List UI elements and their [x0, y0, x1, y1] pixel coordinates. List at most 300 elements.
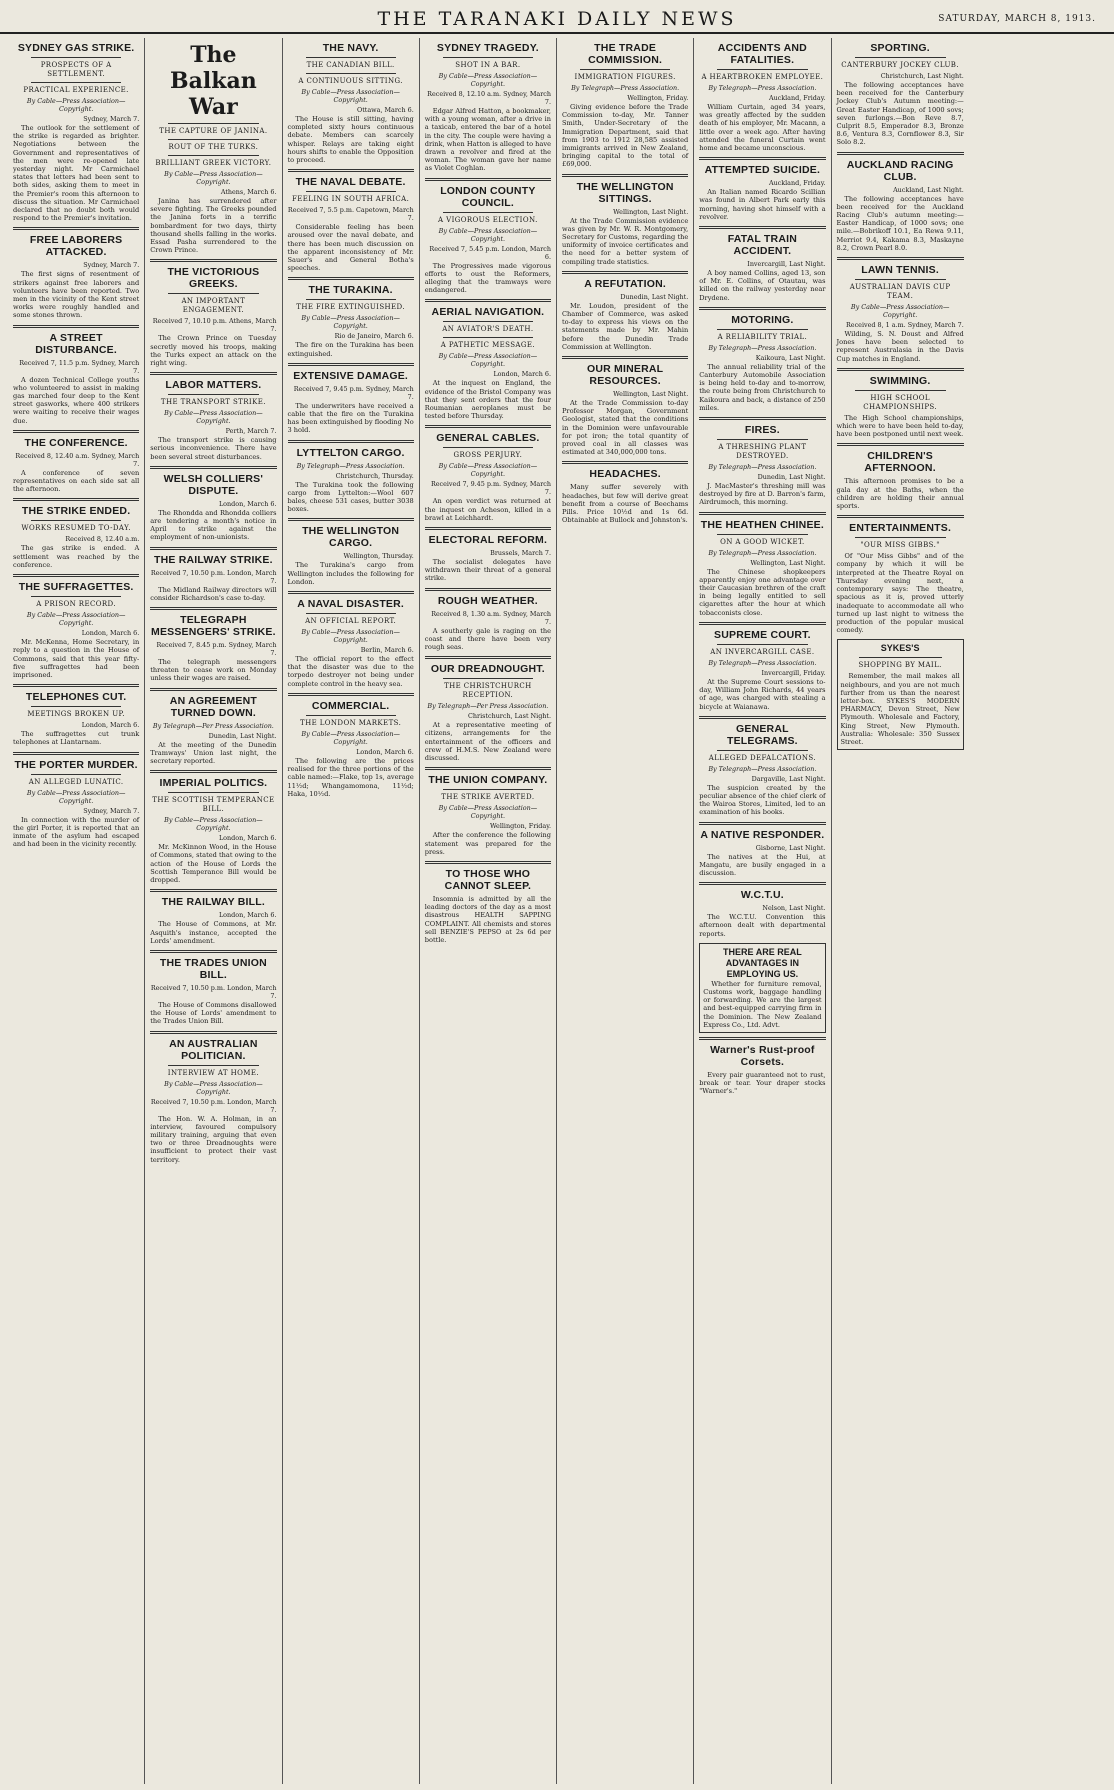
section-rule	[425, 767, 551, 770]
article-body: After the conference the following statement was prepared for the press.	[424, 831, 551, 856]
subhead-rule	[306, 715, 396, 716]
article-dateline: Dargaville, Last Night.	[751, 774, 826, 783]
article-agency: By Cable—Press Association—Copyright.	[438, 804, 538, 821]
section-rule	[13, 684, 139, 687]
article	[699, 417, 825, 507]
article-body: The High School championships, which were to have been held to-day, have been postponed until next week.	[836, 413, 964, 439]
article-agency: By Cable—Press Association—Copyright.	[164, 409, 263, 426]
article-dateline: Berlin, March 6.	[360, 646, 414, 655]
article-subheading: ROUT OF THE TURKS.	[168, 143, 259, 151]
article	[562, 174, 688, 266]
section-rule	[699, 622, 825, 625]
section-rule	[150, 950, 276, 953]
section-rule	[837, 152, 964, 155]
article-agency: By Cable—Press Association—Copyright.	[301, 88, 400, 104]
article-agency: By Telegraph—Press Association.	[571, 84, 680, 92]
article-agency: By Cable—Press Association—Copyright.	[438, 352, 538, 369]
subhead-rule	[306, 299, 396, 300]
subhead-rule	[717, 750, 807, 751]
subhead-rule	[855, 537, 946, 538]
article-agency: By Telegraph—Press Association.	[708, 84, 817, 92]
article-body: William Curtain, aged 34 years, was greatly affected by the sudden death of his employer, Mr. Macann, a little over a week ago. After having attended the funeral Curtain went home and became unconscious.	[699, 103, 826, 153]
article-dateline: Invercargill, Friday.	[761, 668, 826, 677]
article-headline: THERE ARE REAL ADVANTAGES IN EMPLOYING US.	[723, 946, 802, 979]
article-dateline: Ottawa, March 6.	[356, 106, 414, 114]
column-4	[420, 38, 557, 1784]
article-body: Whether for furniture removal, Customs work, baggage handling or forwarding. We are the largest and best-equipped carrying firm in the Dominion. The New Zealand Express Co., Ltd. Advt.	[703, 979, 822, 1029]
subhead-rule	[717, 534, 807, 535]
article-dateline: Received 8, 12.40 a.m.	[65, 535, 140, 544]
section-rule	[13, 227, 139, 230]
subhead-rule	[306, 191, 396, 192]
section-rule	[288, 518, 414, 521]
article-dateline: Dunedin, Last Night.	[757, 473, 826, 482]
article-body: Of "Our Miss Gibbs" and of the company by which it will be interpreted at the Theatre Royal on Thursday evening next, a contemporary says: The theatre, spacious as it is, proved utterly inadequate to accommodate all who turned up last night to witness the production of the popular musical comedy.	[836, 552, 964, 635]
article-agency: By Cable—Press Association—Copyright.	[438, 226, 538, 243]
section-rule	[425, 656, 551, 659]
article-body: Many suffer severely with headaches, but few will derive great benefit from a course of Beechams Pills. Price 10½d and 1s 6d. Obtainable at Bullock and Johnston's.	[562, 483, 689, 525]
article-headline: A NATIVE RESPONDER.	[700, 828, 825, 841]
subhead-rule	[168, 394, 258, 395]
article-headline: TELEPHONES CUT.	[25, 691, 127, 704]
article-headline: LAWN TENNIS.	[861, 264, 939, 277]
article-headline: FATAL TRAIN ACCIDENT.	[727, 233, 798, 258]
article	[288, 363, 414, 435]
article-headline: THE CONFERENCE.	[24, 436, 128, 449]
article	[13, 574, 139, 679]
article-dateline: London, March 6.	[356, 747, 414, 756]
article-dateline: Christchurch, Thursday.	[335, 471, 414, 480]
article-body: The outlook for the settlement of the strike is regarded as brighter. Negotiations between the Government and representatives of the men were re-opened late yesterday night. Mr Carmichael states that letters had been sent to both sides, asking them to meet in the Premier's room this afternoon to discuss the situation. Mr Carmichael declared that no doubt both would respond to the Premier's invitation.	[13, 124, 140, 223]
column-5	[557, 38, 694, 1784]
article-dateline: Sydney, March 7.	[83, 115, 140, 123]
article-body: A dozen Technical College youths who volunteered to assist in making gas marched four deep to the Kent street gasworks, where 400 strikers were waiting to receive their wages due.	[13, 375, 140, 425]
article-headline: OUR MINERAL RESOURCES.	[586, 363, 664, 388]
article-agency: By Cable—Press Association—Copyright.	[438, 462, 538, 479]
article-agency: By Cable—Press Association—Copyright.	[301, 729, 400, 746]
article-dateline: Received 7, 5.5 p.m. Capetown, March 7.	[287, 206, 414, 223]
article	[699, 943, 825, 1033]
article-headline: A NAVAL DISASTER.	[297, 598, 405, 611]
article-subheading: A HEARTBROKEN EMPLOYEE.	[701, 73, 824, 81]
article-body: The official report to the effect that the disaster was due to the torpedo destroyer not being under complete control in the heavy sea.	[287, 655, 414, 688]
article-headline: EXTENSIVE DAMAGE.	[293, 369, 409, 382]
article-agency: By Cable—Press Association—Copyright.	[438, 72, 538, 88]
article-subheading: THE STRIKE AVERTED.	[441, 793, 535, 802]
article-headline: HEADACHES.	[589, 468, 661, 481]
article-headline: THE TURAKINA.	[308, 284, 393, 297]
article-headline: COMMERCIAL.	[311, 699, 390, 712]
article-dateline: Auckland, Friday.	[768, 94, 826, 102]
article-headline: THE PORTER MURDER.	[14, 758, 138, 771]
section-rule	[425, 861, 551, 864]
subhead-rule	[717, 439, 807, 440]
section-rule	[699, 226, 825, 229]
article-headline: THE UNION COMPANY.	[428, 774, 548, 787]
article-dateline: Rio de Janeiro, March 6.	[334, 332, 414, 341]
article-dateline: Wellington, Last Night.	[750, 558, 826, 567]
article-headline: TO THOSE WHO CANNOT SLEEP.	[444, 867, 532, 892]
article	[288, 693, 414, 798]
article-body: The Chinese shopkeepers apparently enjoy one advantage over their Caucasian brethren of the craft in being legally entitled to sell cigarettes after the hour at which tobacconists close.	[699, 567, 826, 617]
section-rule	[150, 547, 276, 550]
masthead-date: SATURDAY, MARCH 8, 1913.	[938, 14, 1096, 24]
section-rule	[425, 178, 551, 181]
article-headline: THE STRIKE ENDED.	[21, 505, 131, 518]
article-headline: THE VICTORIOUS GREEKS.	[167, 266, 260, 291]
article-dateline: Wellington, Last Night.	[613, 390, 689, 399]
article-dateline: Sydney, March 7.	[83, 261, 140, 270]
subhead-rule	[443, 789, 533, 790]
article-headline: THE WELLINGTON SITTINGS.	[576, 180, 674, 205]
subhead-rule	[168, 123, 258, 124]
article-agency: By Telegraph—Press Association.	[296, 461, 405, 470]
article-dateline: London, March 6.	[493, 370, 551, 379]
article-headline: AN AUSTRALIAN POLITICIAN.	[169, 1037, 258, 1062]
section-rule	[288, 169, 414, 172]
article-dateline: London, March 6.	[81, 629, 140, 638]
article-body: The suspicion created by the peculiar absence of the chief clerk of the Wairoa Stores, Limited, led to an examination of his books.	[699, 783, 826, 817]
subhead-rule	[443, 337, 533, 338]
article-dateline: London, March 6.	[218, 499, 277, 508]
subhead-rule	[31, 57, 121, 58]
article-subheading: "OUR MISS GIBBS."	[860, 541, 940, 550]
article	[13, 325, 139, 425]
article-subheading: A PATHETIC MESSAGE.	[440, 341, 535, 350]
article-subheading: AN AVIATOR'S DEATH.	[442, 325, 534, 334]
section-rule	[699, 822, 825, 825]
article	[837, 152, 964, 252]
article	[699, 716, 825, 817]
section-rule	[425, 588, 551, 591]
article-subheading: BRILLIANT GREEK VICTORY.	[155, 159, 272, 167]
article-subheading: AN ALLEGED LUNATIC.	[28, 777, 124, 786]
column-2	[145, 38, 282, 1784]
article-headline: LYTTELTON CARGO.	[296, 446, 405, 459]
article-body: In connection with the murder of the girl Porter, it is reported that an inmate of the asylum had escaped and had been in the vicinity recently.	[13, 815, 140, 849]
subhead-rule	[855, 57, 946, 58]
article-dateline: Sydney, March 7.	[83, 806, 140, 815]
section-rule	[150, 466, 276, 469]
article-agency: By Telegraph—Press Association.	[708, 463, 817, 472]
article	[837, 257, 964, 363]
article	[13, 227, 139, 319]
section-rule	[425, 299, 551, 302]
article-subheading: HIGH SCHOOL CHAMPIONSHIPS.	[863, 393, 938, 411]
article-headline: A REFUTATION.	[584, 277, 666, 290]
article-subheading: AUSTRALIAN DAVIS CUP TEAM.	[849, 283, 951, 301]
article-subheading: THE FIRE EXTINGUISHED.	[296, 303, 405, 312]
article-body: At the Supreme Court sessions to-day, William John Richards, 44 years of age, was charged with stealing a bicycle at Waianawa.	[699, 677, 826, 711]
article-body: The underwriters have received a cable that the fire on the Turakina has been extinguished by flooding No 3 hold.	[287, 401, 414, 435]
article-body: At the meeting of the Dunedin Tramways' Union last night, the secretary reported.	[150, 740, 277, 766]
article-body: Remember, the mail makes all neighbours, and you are not much further from us than the nearest letter-box. SYKES'S MODERN PHARMACY, Devon Street, New Plymouth. Wholesale and Factory, King Street, New Plymouth. Australia: Wholesale: 350 Sussex Street.	[840, 672, 960, 746]
article-body: Considerable feeling has been aroused over the naval debate, and there has been much discussion on the apparent inconsistency of Mr. Sauer's and General Botha's speeches.	[287, 223, 414, 273]
article-dateline: Received 7, 10.50 p.m. London, March 7.	[150, 1097, 277, 1114]
article-headline: The Balkan War	[170, 42, 257, 120]
article-headline: W.C.T.U.	[740, 889, 784, 902]
section-rule	[699, 417, 825, 420]
column-7	[832, 38, 969, 1784]
article-headline: GENERAL TELEGRAMS.	[726, 722, 798, 747]
subhead-rule	[717, 644, 807, 645]
article-subheading: THE LONDON MARKETS.	[300, 718, 402, 727]
article-body: Every pair guaranteed not to rust, break or tear. Your draper stocks "Warner's."	[699, 1070, 826, 1096]
article-body: The Hon. W. A. Holman, in an interview, favoured compulsory military training, arguing that even two or three Dreadnoughts were insufficient to protect their vast territory.	[150, 1114, 277, 1164]
article	[699, 157, 825, 221]
section-rule	[13, 498, 139, 501]
article	[288, 169, 414, 272]
article	[150, 607, 276, 683]
article-headline: LONDON COUNTY COUNCIL.	[440, 184, 536, 209]
article-headline: SYDNEY TRAGEDY.	[436, 42, 539, 54]
article-dateline: London, March 6.	[218, 911, 277, 920]
subhead-rule	[580, 69, 670, 70]
subhead-rule	[443, 321, 533, 322]
article	[288, 277, 414, 357]
article-body: This afternoon promises to be a gala day at the Baths, when the children are holding their annual sports.	[836, 477, 964, 511]
article-agency: By Telegraph—Press Association.	[708, 764, 817, 773]
article-body: A boy named Collins, aged 13, son of Mr. E. Collins, of Otautau, was killed on the railway yesterday near Drydene.	[699, 269, 826, 302]
article-headline: THE RAILWAY STRIKE.	[154, 553, 273, 566]
article-headline: ELECTORAL REFORM.	[428, 534, 548, 547]
subhead-rule	[31, 82, 121, 83]
article-body: The House of Commons disallowed the House of Lords' amendment to the Trades Union Bill.	[150, 1000, 277, 1026]
article	[13, 752, 139, 849]
article-dateline: Received 7, 9.45 p.m. Sydney, March 7.	[430, 480, 551, 497]
article-headline: AN AGREEMENT TURNED DOWN.	[169, 694, 257, 719]
article-body: At the Trade Commission evidence was given by Mr. W. R. Montgomery, Secretary for Customs, regarding the uniformity of invoice certificates and the need for a better system of compiling trade statistics.	[562, 216, 689, 266]
article-agency: By Cable—Press Association—Copyright.	[301, 628, 400, 645]
article-subheading: A THRESHING PLANT DESTROYED.	[718, 443, 807, 461]
article	[150, 372, 276, 461]
article-dateline: Received 7, 10.50 p.m. London, March 7.	[150, 983, 277, 1000]
article-headline: ATTEMPTED SUICIDE.	[704, 164, 821, 177]
section-rule	[13, 574, 139, 577]
article	[837, 443, 964, 510]
article	[150, 1031, 276, 1164]
article-agency: By Cable—Press Association—Copyright.	[850, 303, 950, 320]
article-dateline: Wellington, Thursday.	[343, 552, 414, 561]
article-body: The telegraph messengers threaten to cease work on Monday unless their wages are raised.	[150, 658, 277, 683]
section-rule	[425, 425, 551, 428]
article-body: Mr. McKenna, Home Secretary, in reply to a question in the House of Commons, said that this year fifty-five suffragettes had been imprisoned.	[13, 638, 140, 679]
article	[288, 440, 414, 514]
article-headline: CHILDREN'S AFTERNOON.	[864, 450, 936, 475]
article-subheading: SHOPPING BY MAIL.	[858, 661, 942, 670]
article-subheading: PRACTICAL EXPERIENCE.	[23, 86, 129, 94]
article-body: Wilding, S. N. Doust and Alfred Jones have been selected to represent Australasia in the Davis Cup matches in England.	[836, 330, 964, 363]
article	[425, 588, 551, 652]
article-headline: ENTERTAINMENTS.	[849, 522, 952, 535]
article-agency: By Telegraph—Per Press Association.	[152, 721, 274, 730]
article-subheading: CANTERBURY JOCKEY CLUB.	[841, 61, 959, 69]
article	[150, 889, 276, 945]
article-subheading: IMMIGRATION FIGURES.	[574, 73, 676, 81]
article	[425, 767, 551, 856]
article	[837, 515, 964, 634]
article-agency: By Telegraph—Per Press Association.	[427, 702, 549, 711]
article	[562, 356, 688, 456]
section-rule	[699, 882, 825, 885]
article-headline: Warner's Rust-proof Corsets.	[710, 1043, 815, 1068]
section-rule	[13, 325, 139, 328]
article-body: The first signs of resentment of strikers against free laborers and volunteers have been reported. Two men in the vicinity of the Kent street works were roughly handled and some stones thrown.	[13, 270, 140, 320]
article-body: The Crown Prince on Tuesday secretly moved his troops, making the Turks expect an attack on the right wing.	[150, 334, 277, 368]
subhead-rule	[855, 279, 946, 280]
article	[699, 1037, 825, 1096]
article-body: The Rhondda and Rhondda colliers are tendering a month's notice in April to strike against the employment of non-unionists.	[150, 508, 277, 542]
column-1	[8, 38, 145, 1784]
article-body: J. MacMaster's threshing mill was destroyed by fire at D. Barron's farm, Airdrumoch, this morning.	[699, 482, 826, 507]
article-subheading: A RELIABILITY TRIAL.	[717, 332, 808, 341]
article-subheading: A CONTINUOUS SITTING.	[298, 77, 403, 85]
article	[288, 42, 414, 164]
article-body: Mr. Loudon, president of the Chamber of Commerce, was asked to-day to express his views on the statements made by Mr. Mahin before the Dunedin Trade Commission at Wellington.	[562, 301, 689, 351]
article-body: The following are the prices realised for the three portions of the cable named:—Flake, top 1s, average 11½d; Whangamomona, 11½d; Haka, 10½d.	[287, 756, 414, 798]
article	[150, 42, 276, 254]
article	[150, 547, 276, 602]
article-dateline: Received 8, 12.10 a.m. Sydney, March 7.	[427, 90, 551, 106]
section-rule	[425, 527, 551, 530]
article-body: A southerly gale is raging on the coast and there have been very rough seas.	[424, 626, 551, 652]
subhead-rule	[168, 1065, 258, 1066]
article-body: Giving evidence before the Trade Commission to-day, Mr. Tanner Smith, Under-Secretary of the Immigration Department, said that from 1903 to 1912 28,585 assisted immigrants arrived in New Zealand, bringing capital to the total of £69,000.	[562, 103, 689, 169]
article-agency: By Cable—Press Association—Copyright.	[164, 170, 263, 186]
subhead-rule	[717, 329, 807, 330]
article-headline: THE SUFFRAGETTES.	[18, 581, 134, 594]
article	[425, 861, 551, 944]
subhead-rule	[443, 57, 533, 58]
article-dateline: Received 7, 9.45 p.m. Sydney, March 7.	[293, 384, 414, 401]
article-body: Janina has surrendered after severe fighting. The Greeks pounded the Janina forts in a terrific bombardment for two days, thirty thousand shells falling in the works. Essad Pasha surrendered to the Crown Prince.	[150, 197, 277, 255]
article-headline: THE HEATHEN CHINEE.	[700, 518, 824, 531]
subhead-rule	[168, 792, 258, 793]
article	[425, 42, 551, 173]
article-headline: THE TRADE COMMISSION.	[588, 42, 663, 66]
article-dateline: Invercargill, Last Night.	[747, 260, 826, 269]
subhead-rule	[306, 57, 396, 58]
column-3	[283, 38, 420, 1784]
article-dateline: London, March 6.	[218, 834, 277, 843]
article	[150, 466, 276, 542]
article-agency: By Cable—Press Association—Copyright.	[26, 97, 126, 113]
section-rule	[288, 591, 414, 594]
article-dateline: Kaikoura, Last Night.	[755, 353, 826, 362]
section-rule	[288, 363, 414, 366]
section-rule	[699, 307, 825, 310]
section-rule	[288, 440, 414, 443]
article	[837, 368, 964, 439]
article	[562, 42, 688, 169]
article-body: An open verdict was returned at the inquest on Acheson, killed in a brawl at Leichhardt.	[424, 497, 551, 522]
article-dateline: Received 8, 12.40 a.m. Sydney, March 7.	[15, 451, 140, 468]
article-agency: By Telegraph—Press Association.	[708, 548, 817, 557]
section-rule	[13, 430, 139, 433]
article	[562, 461, 688, 524]
section-rule	[150, 259, 276, 262]
article	[425, 178, 551, 295]
subhead-rule	[443, 678, 533, 679]
article	[150, 770, 276, 884]
article-headline: OUR DREADNOUGHT.	[430, 663, 545, 676]
article	[562, 271, 688, 351]
article-body: The annual reliability trial of the Canterbury Automobile Association is being held to-day and to-morrow, the route being from Christchurch to Kaikoura and back, a distance of 250 miles.	[699, 362, 826, 412]
article	[425, 425, 551, 522]
article-body: The following acceptances have been received for the Auckland Racing Club's autumn meeting:— Easter Handicap, of 1000 sovs; one mile.—Bobrikoff 10.1, Ea Rewa 9.11, Merriot 9.4, Kakama 8.3, Maskayne 8.2, Crown Pearl 8.0.	[836, 194, 964, 252]
subhead-rule	[859, 657, 942, 658]
article-dateline: Wellington, Friday.	[627, 94, 689, 102]
article-agency: By Cable—Press Association—Copyright.	[26, 788, 126, 805]
column-6	[694, 38, 831, 1784]
masthead-title: THE TARANAKI DAILY NEWS	[377, 8, 737, 30]
article	[837, 42, 964, 147]
article-subheading: AN IMPORTANT ENGAGEMENT.	[181, 297, 246, 315]
subhead-rule	[31, 596, 121, 597]
article-subheading: A PRISON RECORD.	[36, 600, 116, 609]
article	[425, 527, 551, 583]
article-dateline: Christchurch, Last Night.	[468, 712, 551, 721]
article-body: Mr. McKinnon Wood, in the House of Commons, stated that owing to the action of the House of Lords the Scottish Temperance Bill would be dropped.	[150, 843, 277, 885]
article-subheading: SHOT IN A BAR.	[455, 61, 521, 69]
article-subheading: PROSPECTS OF A SETTLEMENT.	[40, 61, 112, 78]
article	[13, 430, 139, 494]
article-dateline: Dunedin, Last Night.	[208, 731, 277, 740]
article-body: The House of Commons, at Mr. Asquith's instance, accepted the Lords' amendment.	[150, 920, 277, 945]
article-dateline: Perth, March 7.	[225, 427, 277, 436]
article	[837, 639, 964, 750]
article-subheading: THE SCOTTISH TEMPERANCE BILL.	[152, 796, 275, 814]
columns	[8, 38, 1106, 1784]
article-headline: MOTORING.	[731, 313, 794, 326]
article-subheading: INTERVIEW AT HOME.	[167, 1068, 259, 1077]
article	[699, 226, 825, 302]
article-dateline: Nelson, Last Night.	[762, 904, 826, 913]
section-rule	[288, 277, 414, 280]
article	[13, 42, 139, 222]
subhead-rule	[31, 774, 121, 775]
article-headline: THE WELLINGTON CARGO.	[302, 525, 400, 550]
article-dateline: Gisborne, Last Night.	[755, 843, 826, 852]
article-body: The transport strike is causing serious inconvenience. There have been several street disturbances.	[150, 436, 277, 461]
article-headline: FIRES.	[744, 424, 780, 437]
article-headline: AUCKLAND RACING CLUB.	[846, 158, 954, 183]
article-subheading: AN OFFICIAL REPORT.	[305, 617, 397, 626]
article-subheading: THE TRANSPORT STRIKE.	[160, 398, 266, 407]
article-headline: THE RAILWAY BILL.	[161, 896, 265, 909]
section-rule	[699, 1037, 825, 1040]
article	[288, 518, 414, 586]
subhead-rule	[855, 390, 946, 391]
section-rule	[562, 461, 688, 464]
article-dateline: Received 8, 1 a.m. Sydney, March 7.	[846, 321, 964, 330]
subhead-rule	[168, 293, 258, 294]
article-dateline: Brussels, March 7.	[490, 549, 551, 558]
article-headline: LABOR MATTERS.	[165, 379, 262, 392]
article-headline: THE NAVAL DEBATE.	[295, 176, 406, 189]
article-body: The Turakina's cargo from Wellington includes the following for London.	[287, 561, 414, 586]
article-body: The gas strike is ended. A settlement was reached by the conference.	[13, 544, 140, 569]
article-dateline: Wellington, Friday.	[490, 822, 551, 831]
article-body: The suffragettes cut trunk telephones at Llantarnam.	[13, 730, 140, 747]
subhead-rule	[306, 613, 396, 614]
article-body: The Progressives made vigorous efforts to oust the Reformers, alleging that the tramways were endangered.	[424, 261, 551, 295]
article-headline: GENERAL CABLES.	[436, 432, 540, 445]
article-body: Edgar Alfred Hatton, a bookmaker, with a young woman, after a drive in a taxicab, entered the bar of a hotel in the city. The couple were having a drink, when Hatton is alleged to have drawn a revolver and fired at the woman. The woman gave her name as Violet Coghlan.	[424, 107, 551, 173]
article-body: The socialist delegates have withdrawn their threat of a general strike.	[424, 558, 551, 583]
article-body: A conference of seven representatives on each side sat all the afternoon.	[13, 468, 140, 494]
article-dateline: Auckland, Friday.	[768, 179, 826, 188]
